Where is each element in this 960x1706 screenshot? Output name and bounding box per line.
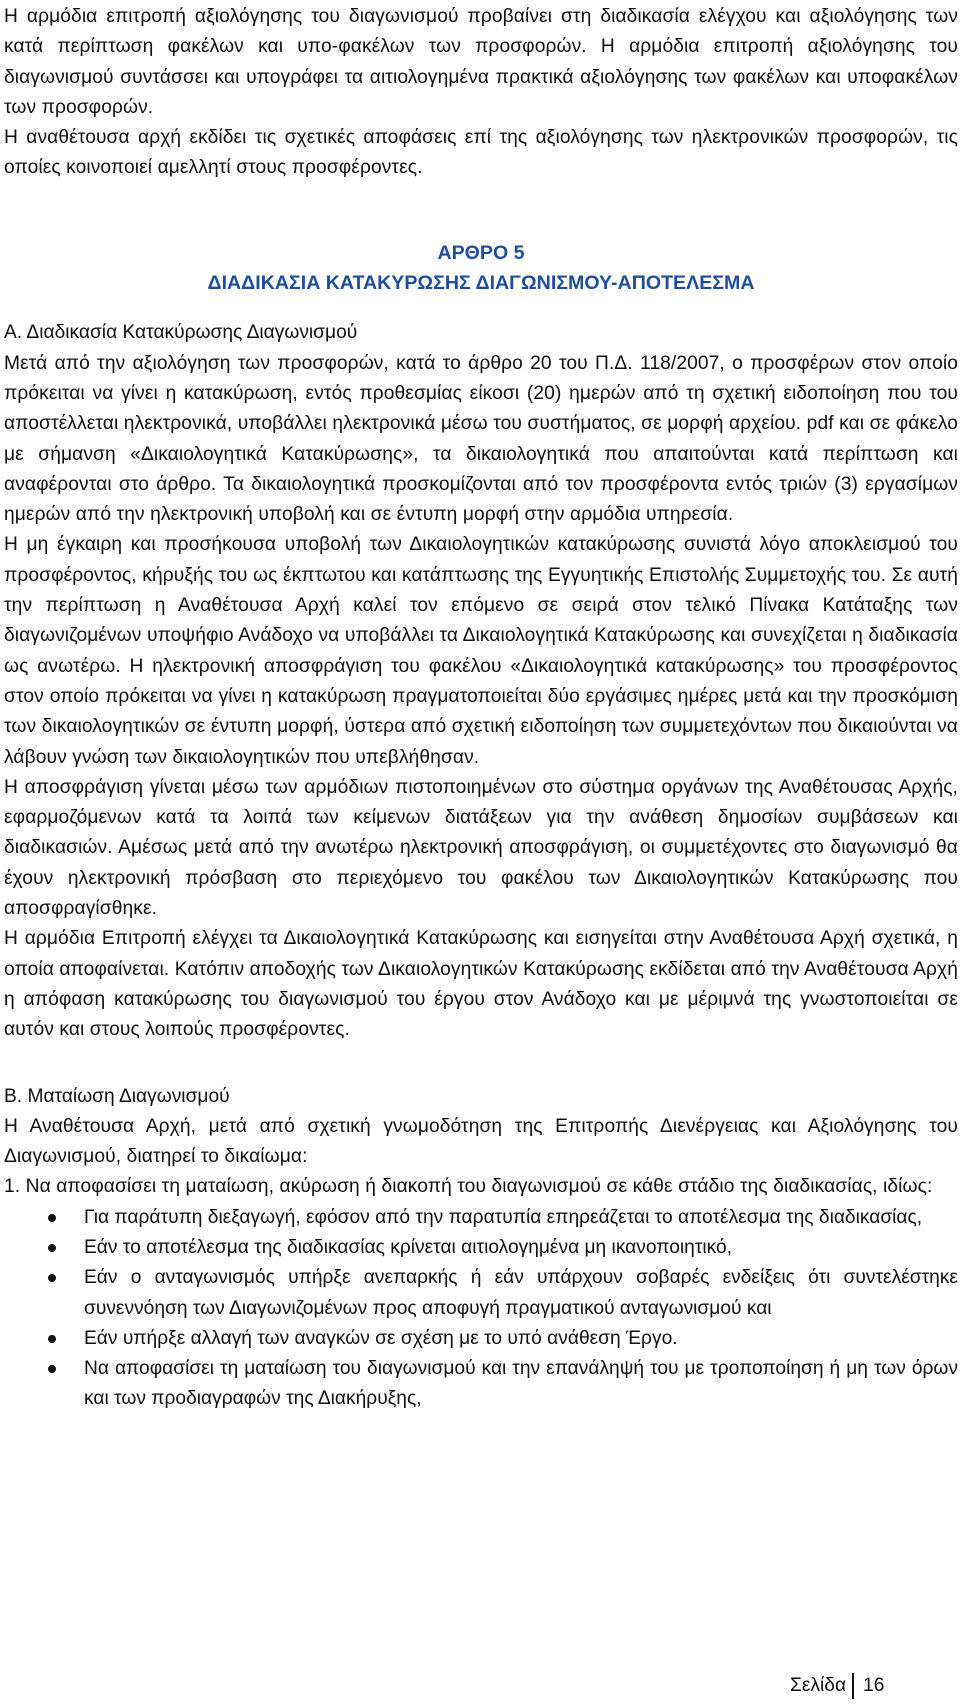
list-item: Εάν υπήρξε αλλαγή των αναγκών σε σχέση με το υπό ανάθεση Έργο. xyxy=(4,1324,958,1354)
section-a-paragraph: Η μη έγκαιρη και προσήκουσα υποβολή των Δικαιολογητικών κατακύρωσης συνιστά λόγο αποκλεισμού του προσφέροντος, κήρυξής του ως έκπτωτου και κατάπτωσης της Εγγυητικής Επιστολής Συμμετοχής του. Σε αυτή την περίπτωση η Αναθέτουσα Αρχή καλεί τον επόμενο σε σειρά στον τελικό Πίνακα Κατάταξης των διαγωνιζομένων υποψήφιο Ανάδοχο να υποβάλλει τα Δικαιολογητικά Κατακύρωσης και συνεχίζεται η διαδικασία ως ανωτέρω. Η ηλεκτρονική αποσφράγιση του φακέλου «Δικαιολογητικά κατακύρωσης» του προσφέροντος στον οποίο πρόκειται να γίνει η κατακύρωση πραγματοποιείται δύο εργάσιμες ημέρες μετά και την προσκόμιση των δικαιολογητικών σε έντυπη μορφή, ύστερα από σχετική ειδοποίηση των συμμετεχόντων που δικαιούνται να λάβουν γνώση των δικαιολογητικών που υπεβλήθησαν. xyxy=(4,534,958,768)
footer-divider xyxy=(852,1673,854,1699)
section-a-paragraph: Η αρμόδια Επιτροπή ελέγχει τα Δικαιολογητικά Κατακύρωσης και εισηγείται στην Αναθέτουσα Αρχή σχετικά, η οποία αποφαίνεται. Κατόπιν αποδοχής των Δικαιολογητικών Κατακύρωσης εκδίδεται από την Αναθέτουσα Αρχή η απόφαση κατακύρωσης του διαγωνισμού του έργου στον Ανάδοχο και με μέριμνά της γνωστοποιείται σε αυτόν και στους λοιπούς προσφέροντες. xyxy=(4,928,958,1041)
page-content xyxy=(4,2,958,1415)
article-number: ΑΡΘΡΟ 5 xyxy=(437,241,525,264)
spacer xyxy=(4,1046,958,1082)
page-footer xyxy=(790,1671,960,1701)
list-item: Εάν ο ανταγωνισμός υπήρξε ανεπαρκής ή εάν υπάρχουν σοβαρές ενδείξεις ότι συντελέστηκε συνεννόηση των Διαγωνιζομένων προς αποφυγή πραγματικού ανταγωνισμού και xyxy=(4,1263,958,1324)
list-item: Να αποφασίσει τη ματαίωση του διαγωνισμού και την επανάληψή του με τροποποίηση ή μη των όρων και των προδιαγραφών της Διακήρυξης, xyxy=(4,1354,958,1415)
section-b-intro: Η Αναθέτουσα Αρχή, μετά από σχετική γνωμοδότηση της Επιτροπής Διενέργειας και Αξιολόγησης του Διαγωνισμού, διατηρεί το δικαίωμα: xyxy=(4,1115,958,1168)
section-a-paragraph: Μετά από την αξιολόγηση των προσφορών, κατά το άρθρο 20 του Π.Δ. 118/2007, ο προσφέρων στον οποίο πρόκειται να γίνει η κατακύρωση, εντός προθεσμίας είκοσι (20) ημερών από τη σχετική ειδοποίηση που του αποστέλλεται ηλεκτρονικά, υποβάλλει ηλεκτρονικά μέσω του συστήματος, σε μορφή αρχείου. pdf και σε φάκελο με σήμανση «Δικαιολογητικά Κατακύρωσης», τα δικαιολογητικά που απαιτούνται κατά περίπτωση και αναφέρονται στο άρθρο. Τα δικαιολογητικά προσκομίζονται από τον προσφέροντα εντός τριών (3) εργασίμων ημερών από την ηλεκτρονική υποβολή και σε έντυπη μορφή στην αρμόδια υπηρεσία. xyxy=(4,352,958,526)
list-item: Για παράτυπη διεξαγωγή, εφόσον από την παρατυπία επηρεάζεται το αποτέλεσμα της διαδικασίας, xyxy=(4,1203,958,1233)
spacer xyxy=(4,184,958,238)
page-number: 16 xyxy=(863,1675,885,1696)
section-a-heading: Α. Διαδικασία Κατακύρωσης Διαγωνισμού xyxy=(4,322,358,344)
list-item: Εάν το αποτέλεσμα της διαδικασίας κρίνεται αιτιολογημένα μη ικανοποιητικό, xyxy=(4,1233,958,1263)
section-a-paragraph: Η αποσφράγιση γίνεται μέσω των αρμόδιων πιστοποιημένων στο σύστημα οργάνων της Αναθέτουσας Αρχής, εφαρμοζόμενων κατά τα λοιπά των κείμενων διατάξεων για την ανάθεση δημοσίων συμβάσεων και διαδικασιών. Αμέσως μετά από την ανωτέρω ηλεκτρονική αποσφράγιση, οι συμμετέχοντες στο διαγωνισμό θα έχουν ηλεκτρονική πρόσβαση στο περιεχόμενο του φακέλου των Δικαιολογητικών Κατακύρωσης που αποσφραγίσθηκε. xyxy=(4,776,958,920)
section-b-heading: Β. Ματαίωση Διαγωνισμού xyxy=(4,1085,230,1107)
section-b-item-1: 1. Να αποφασίσει τη ματαίωση, ακύρωση ή διακοπή του διαγωνισμού σε κάθε στάδιο της διαδικασίας, ιδίως: xyxy=(4,1176,933,1198)
paragraph-decisions: Η αναθέτουσα αρχή εκδίδει τις σχετικές αποφάσεις επί της αξιολόγησης των ηλεκτρονικών προσφορών, τις οποίες κοινοποιεί αμελλητί στους προσφέροντες. xyxy=(4,127,958,179)
article-heading xyxy=(4,238,958,299)
article-title: ΔΙΑΔΙΚΑΣΙΑ ΚΑΤΑΚΥΡΩΣΗΣ ΔΙΑΓΩΝΙΣΜΟΥ-ΑΠΟΤΕΛΕΣΜΑ xyxy=(207,272,755,295)
paragraph-evaluation: Η αρμόδια επιτροπή αξιολόγησης του διαγωνισμού προβαίνει στη διαδικασία ελέγχου και αξιολόγησης των κατά περίπτωση φακέλων και υπο-φακέλων των προσφορών. Η αρμόδια επιτροπή αξιολόγησης του διαγωνισμού συντάσσει και υπογράφει τα αιτιολογημένα πρακτικά αξιολόγησης των φακέλων και υποφακέλων των προσφορών. xyxy=(4,6,958,118)
bullet-list xyxy=(4,1203,958,1415)
page-label: Σελίδα xyxy=(790,1675,847,1696)
